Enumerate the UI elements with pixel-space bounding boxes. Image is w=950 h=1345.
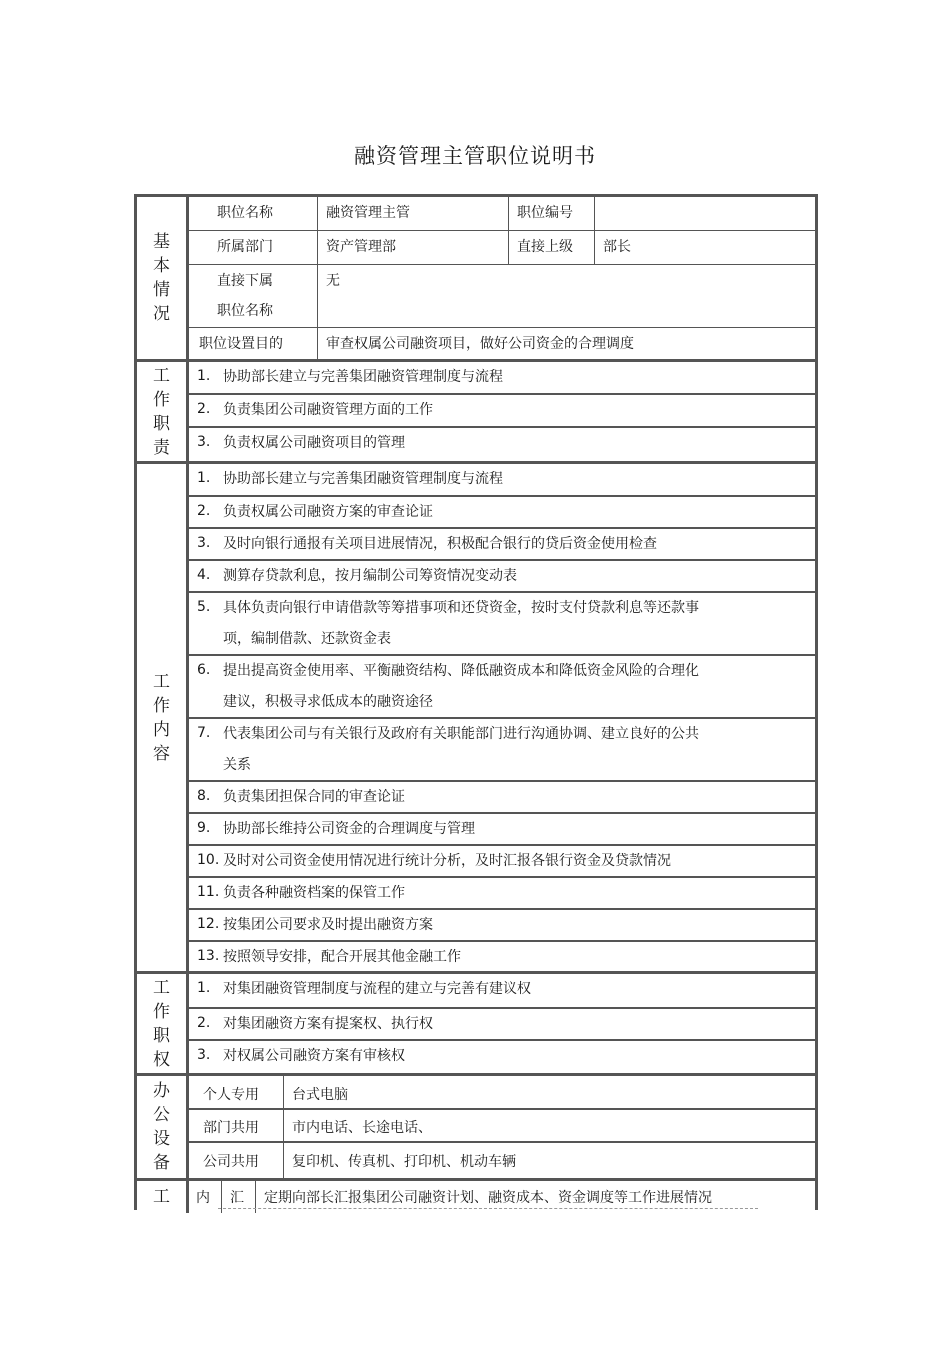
position-name-label: 职位名称 — [189, 197, 318, 230]
section-label-authority: 工 作 职 权 — [137, 974, 189, 1073]
list-item: 12. 按集团公司要求及时提出融资方案 — [189, 910, 815, 942]
position-no-label: 职位编号 — [509, 197, 595, 230]
purpose-value: 审查权属公司融资项目，做好公司资金的合理调度 — [326, 336, 634, 352]
row-purpose — [189, 328, 815, 359]
list-item: 1. 协助部长建立与完善集团融资管理制度与流程 — [189, 464, 815, 497]
list-item: 3. 负责权属公司融资项目的管理 — [197, 434, 405, 451]
section-label-basic: 基 本 情 况 — [137, 197, 189, 359]
list-item: 10. 及时对公司资金使用情况进行统计分析，及时汇报各银行资金及贷款情况 — [189, 846, 815, 878]
equipment-row — [189, 1110, 815, 1143]
section-authority — [137, 974, 815, 1076]
purpose-label: 职位设置目的 — [189, 328, 318, 359]
equipment-label: 公司共用 — [189, 1143, 284, 1178]
subordinate-label-2: 职位名称 — [217, 303, 273, 319]
row-position-name — [189, 197, 815, 231]
superior-value: 部长 — [603, 239, 631, 255]
section-label-relations: 工 — [137, 1181, 189, 1213]
list-item: 2. 负责集团公司融资管理方面的工作 — [189, 395, 815, 428]
list-item: 1. 对集团融资管理制度与流程的建立与完善有建议权 — [189, 974, 815, 1009]
page-title: 融资管理主管职位说明书 — [354, 144, 596, 168]
list-item: 3. 对权属公司融资方案有审核权 — [197, 1047, 405, 1064]
list-item: 2. 对集团融资方案有提案权、执行权 — [189, 1009, 815, 1041]
page-cut-divider — [218, 1208, 758, 1209]
list-item: 4. 测算存贷款利息，按月编制公司筹资情况变动表 — [189, 561, 815, 593]
equipment-row — [189, 1076, 815, 1110]
list-item: 11. 负责各种融资档案的保管工作 — [189, 878, 815, 910]
position-name-value: 融资管理主管 — [318, 197, 509, 230]
subordinate-label-1: 直接下属 — [217, 273, 273, 289]
relations-sub-label-1: 内 — [189, 1181, 222, 1213]
list-item: 1. 协助部长建立与完善集团融资管理制度与流程 — [189, 362, 815, 395]
job-description-table — [134, 194, 818, 1210]
dept-value: 资产管理部 — [318, 231, 509, 264]
subordinate-value: 无 — [326, 273, 340, 289]
relations-text: 定期向部长汇报集团公司融资计划、融资成本、资金调度等工作进展情况 — [264, 1190, 712, 1206]
list-item: 7. 代表集团公司与有关银行及政府有关职能部门进行沟通协调、建立良好的公共 关系 — [189, 719, 815, 782]
equipment-value: 市内电话、长途电话、 — [292, 1120, 432, 1136]
section-label-content: 工 作 内 容 — [137, 464, 189, 971]
equipment-label: 部门共用 — [189, 1110, 284, 1141]
equipment-value: 复印机、传真机、打印机、机动车辆 — [292, 1154, 516, 1170]
position-no-value — [595, 197, 815, 230]
list-item: 8. 负责集团担保合同的审查论证 — [189, 782, 815, 814]
section-basic — [137, 197, 815, 362]
equipment-row — [189, 1143, 815, 1178]
superior-label: 直接上级 — [509, 231, 595, 264]
list-item: 9. 协助部长维持公司资金的合理调度与管理 — [189, 814, 815, 846]
section-content — [137, 464, 815, 974]
equipment-label: 个人专用 — [189, 1076, 284, 1108]
list-item: 3. 及时向银行通报有关项目进展情况，积极配合银行的贷后资金使用检查 — [189, 529, 815, 561]
row-department — [189, 231, 815, 265]
relations-sub-label-2: 汇 — [222, 1181, 256, 1213]
section-label-duties: 工 作 职 责 — [137, 362, 189, 461]
dept-label: 所属部门 — [189, 231, 318, 264]
section-equipment — [137, 1076, 815, 1181]
list-item: 6. 提出提高资金使用率、平衡融资结构、降低融资成本和降低资金风险的合理化 建议，积极寻求低成本的融资途径 — [189, 656, 815, 719]
list-item: 2. 负责权属公司融资方案的审查论证 — [189, 497, 815, 529]
row-subordinate — [189, 265, 815, 328]
list-item: 5. 具体负责向银行申请借款等筹措事项和还贷资金，按时支付贷款利息等还款事 项，编制借款、还款资金表 — [189, 593, 815, 656]
section-duties — [137, 362, 815, 464]
equipment-value: 台式电脑 — [292, 1087, 348, 1103]
list-item: 13. 按照领导安排，配合开展其他金融工作 — [197, 948, 461, 965]
section-label-equipment: 办 公 设 备 — [137, 1076, 189, 1178]
